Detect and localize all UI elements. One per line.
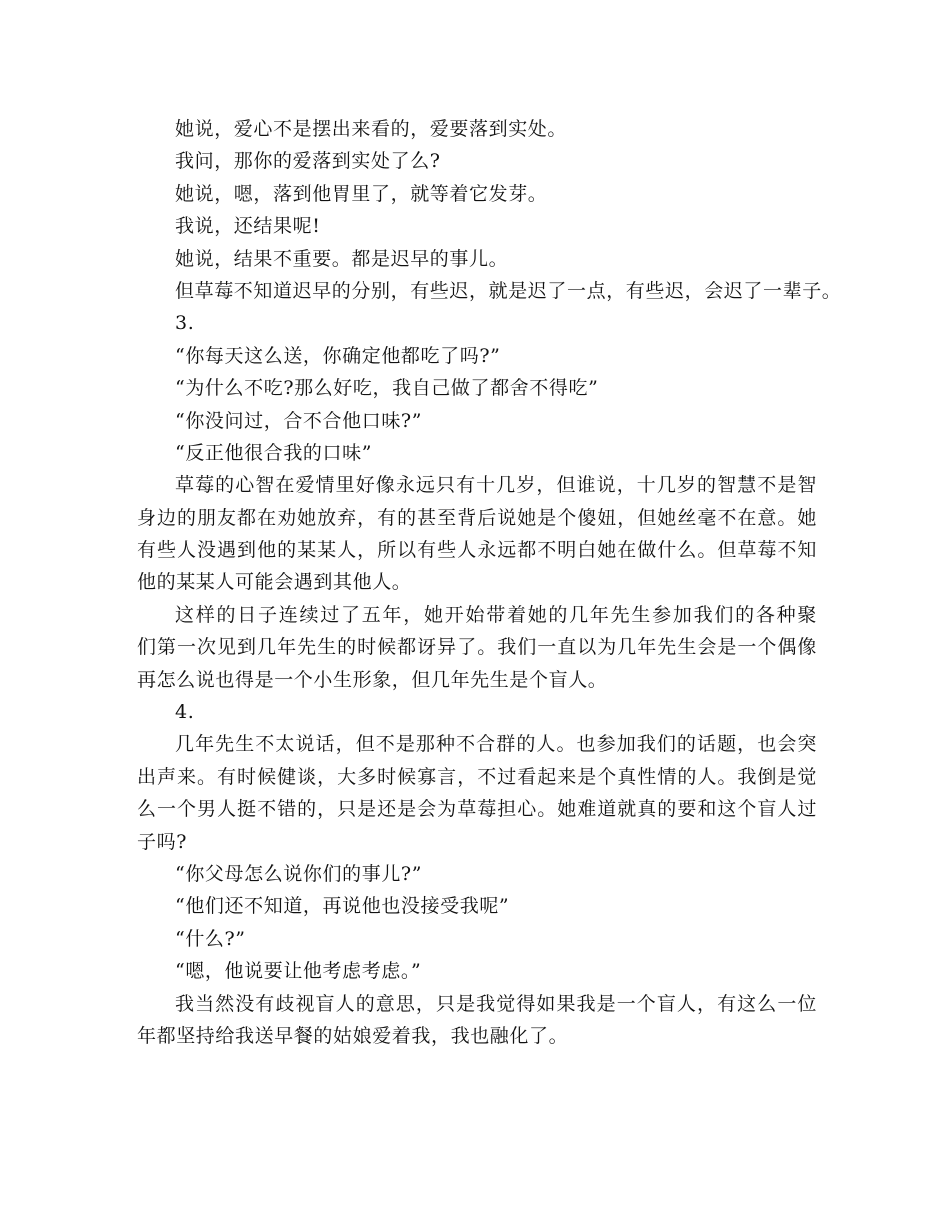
text-line: 我问，那你的爱落到实处了么?	[175, 150, 441, 173]
dialogue-line: “你每天这么送，你确定他都吃了吗?”	[175, 344, 501, 367]
dialogue-line: “他们还不知道，再说他也没接受我呢”	[175, 895, 510, 918]
paragraph-line: 出声来。有时候健谈，大多时候寡言，不过看起来是个真性情的人。我倒是觉	[137, 765, 817, 788]
document-body	[137, 113, 842, 1052]
text-line: 她说，嗯，落到他胃里了，就等着它发芽。	[175, 182, 548, 205]
text-line: 她说，爱心不是摆出来看的，爱要落到实处。	[175, 118, 568, 140]
paragraph-line: 草莓的心智在爱情里好像永远只有十几岁，但谁说，十几岁的智慧不是智	[175, 474, 817, 497]
dialogue-line: “你没问过，合不合他口味?”	[175, 409, 423, 432]
section-number: 4.	[175, 701, 195, 724]
paragraph-line: 他的某某人可能会遇到其他人。	[137, 571, 412, 594]
paragraph-line: 这样的日子连续过了五年，她开始带着她的几年先生参加我们的各种聚	[175, 603, 817, 626]
text-line: 她说，结果不重要。都是迟早的事儿。	[175, 247, 509, 270]
dialogue-line: “你父母怎么说你们的事儿?”	[175, 862, 423, 885]
dialogue-line: “嗯，他说要让他考虑考虑。”	[175, 960, 422, 983]
paragraph-line: 么一个男人挺不错的，只是还是会为草莓担心。她难道就真的要和这个盲人过	[137, 798, 817, 821]
text-line: 但草莓不知道迟早的分别，有些迟，就是迟了一点，有些迟，会迟了一辈子。	[175, 279, 842, 302]
paragraph-line: 们第一次见到几年先生的时候都讶异了。我们一直以为几年先生会是一个偶像	[137, 636, 817, 659]
dialogue-line: “为什么不吃?那么好吃，我自己做了都舍不得吃”	[175, 377, 599, 400]
paragraph-line: 再怎么说也得是一个小生形象，但几年先生是个盲人。	[137, 668, 608, 691]
dialogue-line: “反正他很合我的口味”	[175, 441, 373, 464]
section-number: 3.	[175, 312, 195, 335]
paragraph-line: 子吗?	[137, 830, 187, 853]
paragraph-line: 年都坚持给我送早餐的姑娘爱着我，我也融化了。	[137, 1024, 569, 1047]
paragraph-line: 我当然没有歧视盲人的意思，只是我觉得如果我是一个盲人，有这么一位	[175, 992, 817, 1015]
paragraph-line: 身边的朋友都在劝她放弃，有的甚至背后说她是个傻妞，但她丝毫不在意。她	[137, 506, 817, 529]
text-line: 我说，还结果呢!	[175, 215, 321, 238]
paragraph-line: 有些人没遇到他的某某人，所以有些人永远都不明白她在做什么。但草莓不知	[137, 539, 817, 562]
dialogue-line: “什么?”	[175, 927, 246, 950]
paragraph-line: 几年先生不太说话，但不是那种不合群的人。也参加我们的话题，也会突	[175, 733, 817, 756]
